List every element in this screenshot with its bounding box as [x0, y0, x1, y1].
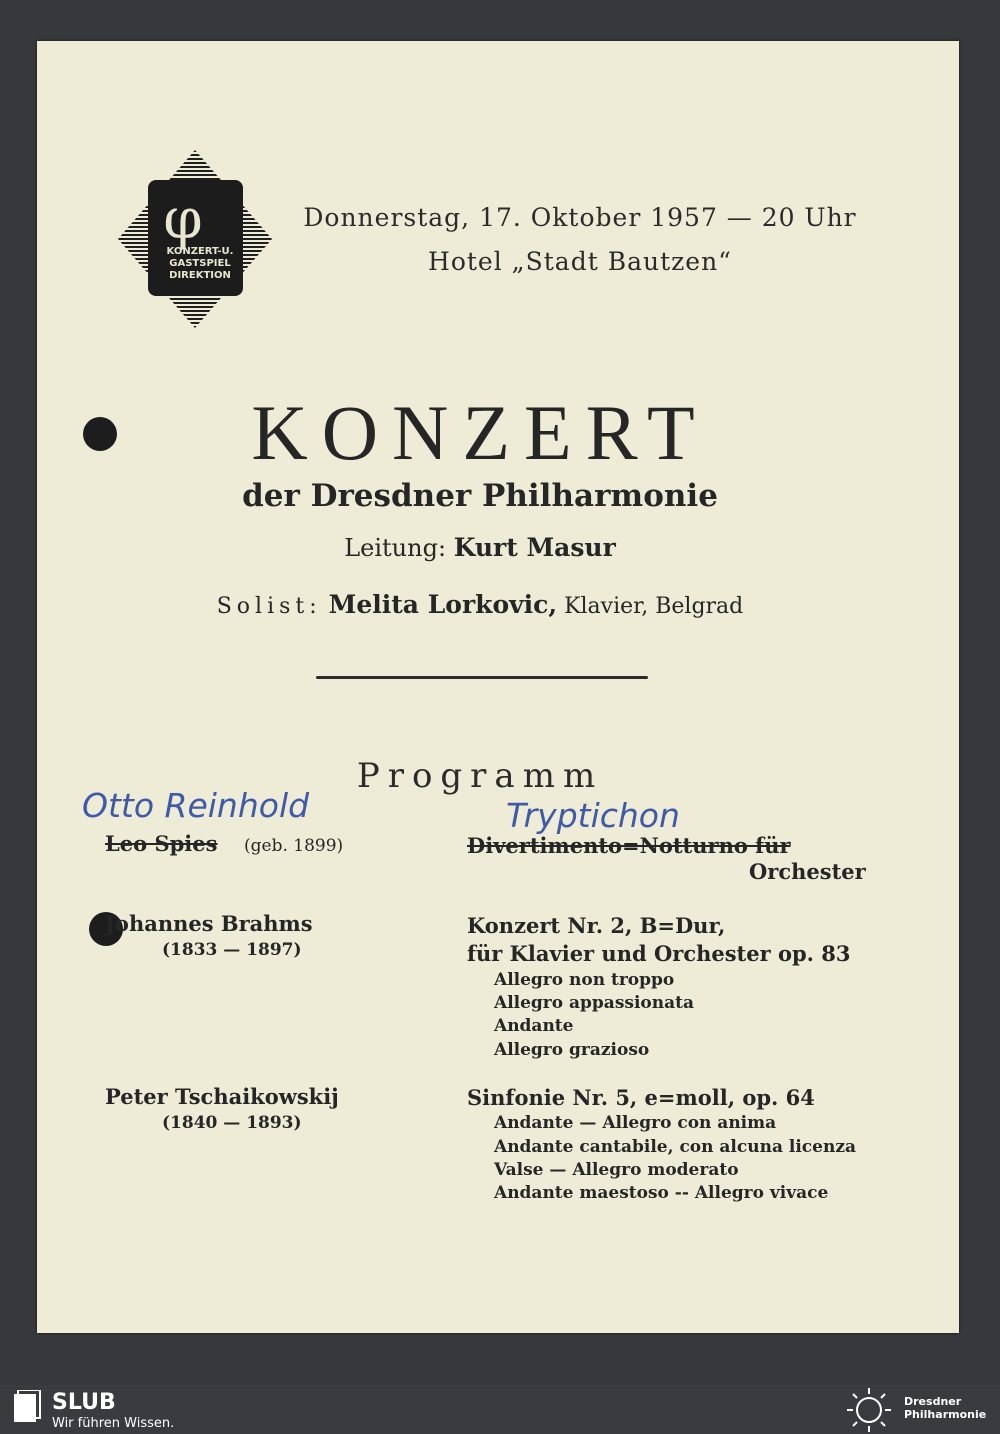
composer-years: (1833 — 1897) — [162, 940, 302, 960]
composer-name: Peter Tschaikowskij — [105, 1084, 339, 1109]
logo-text-line-1: KONZERT-U. — [166, 246, 234, 257]
soloist-line — [130, 590, 830, 619]
logo-text-line-2: GASTSPIEL — [169, 258, 231, 269]
agency-logo-icon — [118, 150, 272, 328]
movement: Allegro grazioso — [494, 1040, 650, 1060]
conductor-name: Kurt Masur — [453, 533, 616, 562]
philharmonie-line-2: Philharmonie — [904, 1408, 987, 1421]
concert-title: KONZERT — [251, 389, 709, 476]
soloist-name: Melita Lorkovic, — [328, 590, 558, 619]
soloist-detail: Klavier, Belgrad — [564, 594, 744, 619]
handwritten-composer: Otto Reinhold — [82, 786, 310, 825]
handwritten-work: Tryptichon — [506, 796, 680, 835]
punch-hole-top — [83, 417, 117, 451]
movement: Allegro appassionata — [494, 993, 695, 1013]
work-title-line2: für Klavier und Orchester op. 83 — [467, 941, 851, 966]
composer-name: Johannes Brahms — [105, 911, 313, 936]
work-title: Divertimento=Notturno für — [467, 833, 791, 858]
conductor-line — [150, 533, 810, 562]
leitung-label: Leitung: — [344, 534, 447, 562]
movement: Andante cantabile, con alcuna licenza — [494, 1137, 857, 1157]
slub-name: SLUB — [52, 1390, 116, 1415]
composer-name: Leo Spies — [105, 831, 218, 856]
venue-line: Hotel „Stadt Bautzen“ — [428, 247, 732, 276]
work-title: Sinfonie Nr. 5, e=moll, op. 64 — [467, 1085, 815, 1110]
philharmonie-sun-icon — [842, 1386, 896, 1434]
footer-bar — [0, 1385, 1000, 1434]
composer-years: (1840 — 1893) — [162, 1113, 302, 1133]
date-line: Donnerstag, 17. Oktober 1957 — 20 Uhr — [303, 203, 857, 232]
movement: Andante — [494, 1016, 574, 1036]
logo-text-line-3: DIREKTION — [169, 270, 231, 281]
solist-label: Solist: — [216, 594, 322, 619]
work-title: Konzert Nr. 2, B=Dur, — [467, 913, 726, 938]
philharmonie-line-1: Dresdner — [904, 1395, 962, 1408]
movement: Andante — Allegro con anima — [494, 1113, 777, 1133]
movement: Allegro non troppo — [494, 970, 675, 990]
slub-slogan: Wir führen Wissen. — [52, 1416, 175, 1431]
divider-rule — [316, 676, 648, 679]
slub-book-icon — [12, 1390, 42, 1424]
concert-subtitle: der Dresdner Philharmonie — [242, 478, 718, 514]
philharmonie-name — [904, 1395, 1000, 1421]
work-title-line2: Orchester — [749, 859, 866, 884]
composer-years: (geb. 1899) — [244, 836, 344, 856]
movement: Valse — Allegro moderato — [494, 1160, 739, 1180]
svg-text:φ: φ — [163, 187, 203, 252]
programm-heading: Programm — [356, 756, 604, 796]
movement: Andante maestoso -- Allegro vivace — [494, 1183, 829, 1203]
